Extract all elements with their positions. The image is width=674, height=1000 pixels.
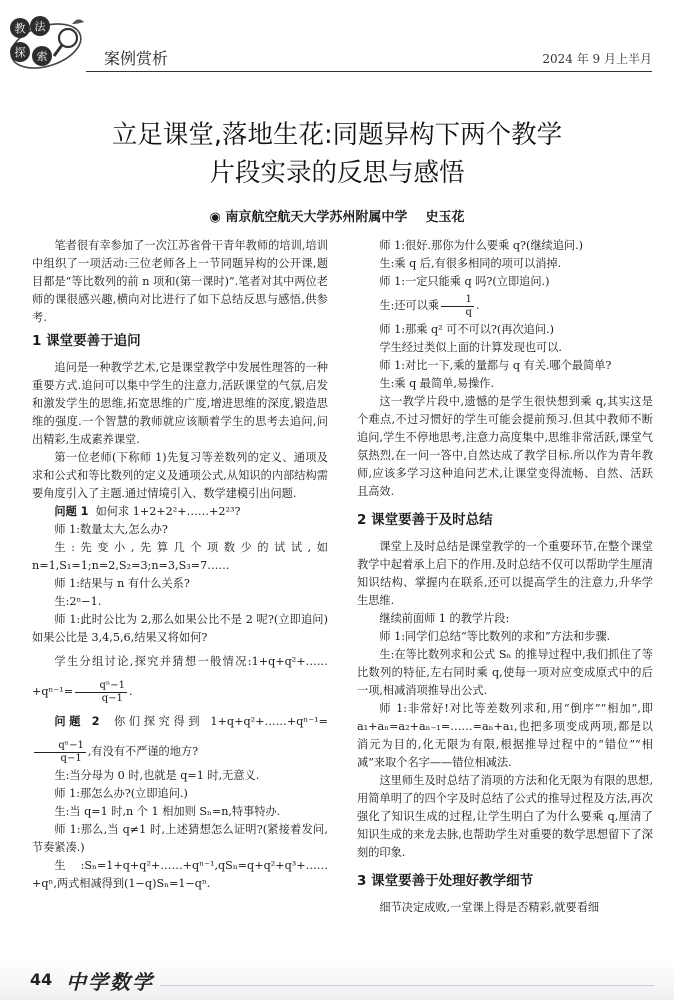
question-text: 你们探究得到 1+q+q²+……+qⁿ⁻¹= xyxy=(113,715,328,728)
fraction xyxy=(441,294,474,319)
dialogue-line: 师 1:一定只能乘 q 吗?(立即追问.) xyxy=(379,275,550,288)
fraction-numerator: qⁿ−1 xyxy=(75,680,127,693)
question-label: 问题 1 xyxy=(54,505,89,518)
fraction-denominator: q xyxy=(465,306,472,318)
dialogue-line: 师 1:对比一下,乘的量都与 q 有关.哪个最简单? xyxy=(379,359,612,372)
question-text: 如何求 1+2+2²+……+2²³? xyxy=(95,505,241,518)
dialogue-line: 生:当分母为 0 时,也就是 q=1 时,无意义. xyxy=(54,769,260,782)
fraction-denominator: q−1 xyxy=(60,752,82,764)
dialogue-line: 生:2ⁿ−1. xyxy=(54,595,102,608)
question-label: 问题 2 xyxy=(54,715,100,728)
paragraph: 这一教学片段中,遗憾的是学生很快想到乘 q,其实这是个难点,不过习惯好的学生可能会提前预习.但其中教师不断追问,学生不停地思考,注意力高度集中,思维非常活跃,课堂气氛热烈,在一问一答中,自然达成了教学目标.所以作为青年教师,应该多学习这种追问艺术,让课堂变得流畅、自然、活跃且高效. xyxy=(357,395,653,498)
author-line: ◉ 南京航空航天大学苏州附属中学 史玉花 xyxy=(209,210,465,225)
fraction-numerator: 1 xyxy=(441,294,474,307)
paragraph: 继续前面师 1 的教学片段: xyxy=(379,612,510,625)
paragraph: 第一位老师(下称师 1)先复习等差数列的定义、通项及求和公式和等比数列的定义及通项公式,从知识的内部结构需要角度引入了主题.通过情境引入、数学建模引出问题. xyxy=(32,451,328,500)
column-name: 案例赏析 xyxy=(104,49,169,68)
dialogue-line: 师 1:那怎么办?(立即追问.) xyxy=(54,787,188,800)
paragraph: 细节决定成败,一堂课上得是否精彩,就要看细 xyxy=(379,901,600,914)
dialogue-line: 师 1:此时公比为 2,那么如果公比不是 2 呢?(立即追问)如果公比是 3,4,5,6,结果又将如何? xyxy=(32,613,328,644)
line-text: 生:还可以乘 xyxy=(379,299,440,312)
fraction xyxy=(34,740,86,765)
question-2 xyxy=(32,707,328,767)
dialogue-line: 师 1:很好.那你为什么要乘 q?(继续追问.) xyxy=(379,239,584,252)
paragraph: 笔者很有幸参加了一次江苏省骨干青年教师的培训,培训中组织了一项活动:三位老师各上一节同题异构的公开课,题目都是“等比数列的前 n 项和(第一课时)”.笔者对其中两位老师的课很感兴趣,横向对比进行了如下总结反思与感悟,供参考. xyxy=(32,239,328,324)
fraction-denominator: q−1 xyxy=(101,692,123,704)
line-text: . xyxy=(475,299,480,312)
dialogue-line: 生:先变小,先算几个项数少的试试,如 n=1,S₁=1;n=2,S₂=3;n=3,S₃=7…… xyxy=(32,541,328,572)
paragraph: 追问是一种教学艺术,它是课堂教学中发展性理答的一种重要方式.追问可以集中学生的注意力,活跃课堂的气氛,启发和激发学生的思维,拓宽思维的广度,增进思维的深度,锻造思维的强度.一个智慧的教师就应该顺着学生的思考去追问,问出精彩,生成素养课堂. xyxy=(32,361,328,446)
logo-char: 教 xyxy=(14,22,26,35)
dialogue-line: 师 1:非常好!对比等差数列求和,用“倒序”“相加”,即 a₁+aₙ=a₂+aₙ₋₁=……=aₙ+a₁,也把多项变成两项,都是以消元为目的,化无限为有限,根据推导过程中的“错位”“相减”来取个名字——错位相减法. xyxy=(357,702,653,769)
dialogue-line: 生:当 q=1 时,n 个 1 相加则 Sₙ=n,特事特办. xyxy=(54,805,281,818)
logo-char: 探 xyxy=(14,46,26,59)
footer-divider xyxy=(160,985,654,986)
logo-char: 法 xyxy=(34,20,46,33)
issue-date: 2024 年 9 月上半月 xyxy=(542,52,652,66)
dialogue-line: 师 1:那乘 q² 可不可以?(再次追问.) xyxy=(379,323,554,336)
dialogue-line: 师 1:结果与 n 有什么关系? xyxy=(54,577,190,590)
dialogue-line xyxy=(32,647,328,707)
logo-char: 索 xyxy=(36,50,48,63)
dialogue-line: 师 1:同学们总结“等比数列的求和”方法和步骤. xyxy=(379,630,611,643)
section-heading: 1 课堂要善于追问 xyxy=(32,333,141,349)
dialogue-line xyxy=(357,291,653,321)
line-text: . xyxy=(129,685,133,698)
right-column xyxy=(357,237,653,917)
article-title xyxy=(0,116,674,192)
dialogue-line: 师 1:数量太大,怎么办? xyxy=(54,523,168,536)
dialogue-line: 生:Sₙ=1+q+q²+……+qⁿ⁻¹,qSₙ=q+q²+q³+……+qⁿ,两式相减得到(1−q)Sₙ=1−qⁿ. xyxy=(32,859,328,890)
section-heading: 3 课堂要善于处理好教学细节 xyxy=(357,873,534,889)
question-1 xyxy=(32,503,328,521)
magazine-logo: 中学数学 xyxy=(66,970,154,994)
fraction xyxy=(75,680,127,705)
left-column xyxy=(32,237,328,893)
paragraph: 课堂上及时总结是课堂教学的一个重要环节,在整个课堂教学中起着承上启下的作用.及时总结不仅可以帮助学生厘清知识结构、掌握内在联系,还可以提高学生的注意力,升华学生思维. xyxy=(357,540,653,607)
title-line: 片段实录的反思与感悟 xyxy=(209,158,465,188)
dialogue-line: 师 1:那么,当 q≠1 时,上述猜想怎么证明?(紧接着发问,节奏紧凑.) xyxy=(32,823,328,854)
dialogue-line: 生:乘 q 最简单,易操作. xyxy=(379,377,495,390)
magnifier-icon xyxy=(59,29,77,47)
page-number: 44 xyxy=(30,970,53,989)
line-text: ,有没有不严谨的地方? xyxy=(87,745,199,758)
section-heading: 2 课堂要善于及时总结 xyxy=(357,512,493,528)
dialogue-line: 生:在等比数列求和公式 Sₙ 的推导过程中,我们抓住了等比数列的特征,左右同时乘 q,使每一项对应变成原式中的后一项,相减消项推导出公式. xyxy=(357,648,653,697)
title-line: 立足课堂,落地生花:同题异构下两个教学 xyxy=(111,120,563,150)
line-text: 学生分组讨论,探究并猜想一般情况:1+q+q²+……+qⁿ⁻¹= xyxy=(32,655,328,698)
fraction-numerator: qⁿ−1 xyxy=(34,740,86,753)
header-divider xyxy=(86,71,652,72)
paragraph: 这里师生及时总结了消项的方法和化无限为有限的思想,用简单明了的四个字及时总结了公式的推导过程及方法,再次强化了知识生成的过程,让学生明白了为什么要乘 q,厘清了知识生成的来龙去脉,也帮助学生对重要的数学思想留下了深刻的印象. xyxy=(357,774,653,859)
dialogue-line: 生:乘 q 后,有很多相同的项可以消掉. xyxy=(379,257,562,270)
column-logo xyxy=(6,12,86,78)
dialogue-line: 学生经过类似上面的计算发现也可以. xyxy=(379,341,562,354)
